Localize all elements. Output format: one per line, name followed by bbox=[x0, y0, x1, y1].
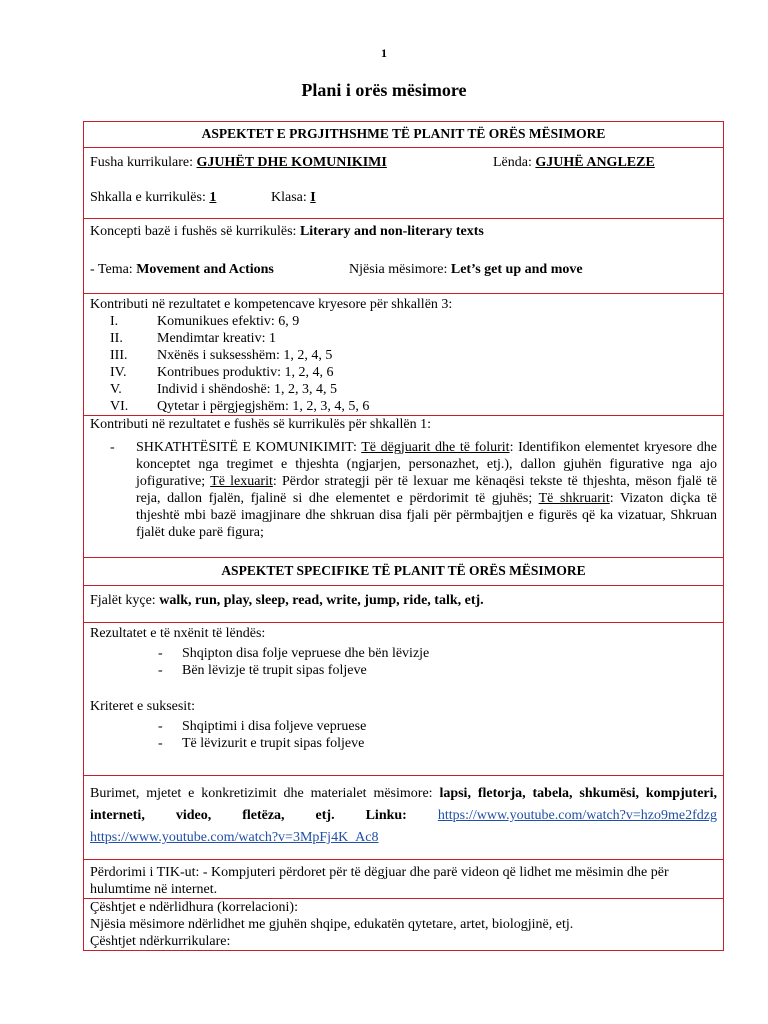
koncepti-label: Koncepti bazë i fushës së kurrikulës: bbox=[90, 224, 297, 239]
keywords-label: Fjalët kyçe: bbox=[90, 593, 160, 608]
outcomes-row bbox=[84, 623, 724, 776]
concept-cell bbox=[84, 219, 724, 294]
fusha-label: Fusha kurrikulare: bbox=[90, 155, 194, 170]
shkalla-value: 1 bbox=[209, 190, 217, 205]
page-title: Plani i orës mësimore bbox=[301, 80, 467, 100]
tema-value: Movement and Actions bbox=[136, 262, 274, 277]
koncepti-value: Literary and non-literary texts bbox=[299, 224, 484, 239]
competences-heading: Kontributi në rezultatet e kompetencave kryesore për shkallën 3: bbox=[90, 297, 453, 312]
specific-header: ASPEKTET SPECIFIKE TË PLANIT TË ORËS MËSIMORE bbox=[84, 558, 724, 586]
roman-2: II. bbox=[110, 331, 123, 346]
skills-text-1: : Identifikon elementet kryesore dhe konceptet nga tregimet e thjeshta (ngjarjen, personazhet, etj.), dallon gjuhën figurative nga ajo jofigurative; bbox=[136, 440, 717, 489]
competence-item: Kontribues produktiv: 1, 2, 4, 6 bbox=[157, 365, 334, 380]
writing: Të shkruarit bbox=[538, 491, 610, 506]
outcome-text: Shqipton disa folje vepruese dhe bën lëvizje bbox=[182, 646, 430, 661]
roman-1: I. bbox=[110, 314, 119, 329]
lenda-value: GJUHË ANGLEZE bbox=[535, 155, 655, 170]
roman-4: IV. bbox=[110, 365, 127, 380]
general-header-row bbox=[84, 122, 724, 148]
competence-item: Qytetar i përgjegjshëm: 1, 2, 3, 4, 5, 6 bbox=[157, 399, 370, 414]
skills-text-2: : Përdor strategji për të lexuar me kënaqësi tekste të thjeshta, mëson fjalë të reja, dallon fjalën, fjalinë si dhe elementet e përdorimit të gjuhës; bbox=[136, 474, 717, 506]
skills-text-3: : Vizaton diçka të thjeshtë mbi bazë imagjinare dhe shkruan disa fjali për përmbajtjen e figurës që ka vizatuar, Shkruan fjalët duke parë figura; bbox=[136, 491, 718, 540]
resources-label: Burimet, mjetet e konkretizimit dhe materialet mësimore: bbox=[90, 786, 440, 801]
outcomes-cell bbox=[84, 623, 724, 776]
outcome-text: Bën lëvizje të trupit sipas foljeve bbox=[182, 663, 367, 678]
keywords-cell bbox=[84, 586, 724, 623]
tik-row bbox=[84, 860, 724, 899]
competence-item: Mendimtar kreativ: 1 bbox=[157, 331, 276, 346]
curriculum-cell bbox=[84, 148, 724, 219]
criteria-text: Shqiptimi i disa foljeve vepruese bbox=[182, 719, 367, 734]
resources-bold-2: kompjuteri, interneti, video, fletëza, etj. Linku: bbox=[90, 786, 718, 823]
correlation-heading: Çështjet e ndërlidhura (korrelacioni): bbox=[90, 900, 298, 915]
correlation-text: Njësia mësimore ndërlidhet me gjuhën shqipe, edukatën qytetare, artet, biologjinë, etj. bbox=[90, 917, 574, 932]
njesia-value: Let’s get up and move bbox=[450, 262, 583, 277]
reading: Të lexuarit bbox=[210, 474, 273, 489]
list-item: - Shqiptimi i disa foljeve vepruese bbox=[158, 719, 367, 734]
page-number: 1 bbox=[381, 46, 387, 60]
communication-skills-text bbox=[136, 439, 717, 541]
competence-item: Komunikues efektiv: 6, 9 bbox=[157, 314, 300, 329]
outcomes-heading: Rezultatet e të nxënit të lëndës: bbox=[90, 626, 266, 641]
specific-header-row bbox=[84, 558, 724, 586]
competences-row bbox=[84, 294, 724, 416]
list-item: - Bën lëvizje të trupit sipas foljeve bbox=[158, 663, 367, 678]
resources-bold-1: lapsi, fletorja, tabela, shkumësi, bbox=[439, 786, 639, 801]
field-contribution-heading: Kontributi në rezultatet e fushës së kurrikulës për shkallën 1: bbox=[90, 417, 431, 432]
competences-cell bbox=[84, 294, 724, 416]
list-item: - Shqipton disa folje vepruese dhe bën lëvizje bbox=[158, 646, 430, 661]
keywords-value: walk, run, play, sleep, read, write, jump, ride, talk, etj. bbox=[159, 593, 484, 608]
youtube-link-1[interactable]: https://www.youtube.com/watch?v=hzo9me2fdzg bbox=[437, 808, 717, 823]
klasa-label: Klasa: bbox=[271, 190, 307, 205]
lesson-plan-table bbox=[83, 121, 724, 951]
correlation-cell bbox=[84, 899, 724, 951]
field-contribution-row bbox=[84, 416, 724, 558]
correlation-row bbox=[84, 899, 724, 951]
competence-item: Nxënës i suksesshëm: 1, 2, 4, 5 bbox=[157, 348, 333, 363]
criteria-text: Të lëvizurit e trupit sipas foljeve bbox=[182, 736, 365, 751]
shkalla-label: Shkalla e kurrikulës: bbox=[90, 190, 206, 205]
youtube-link-2[interactable]: https://www.youtube.com/watch?v=3MpFj4K_Ac8 bbox=[90, 830, 379, 845]
criteria-heading: Kriteret e suksesit: bbox=[90, 699, 195, 714]
dash-marker: - bbox=[110, 440, 115, 455]
roman-3: III. bbox=[110, 348, 128, 363]
keywords-row bbox=[84, 586, 724, 623]
concept-row bbox=[84, 219, 724, 294]
lenda-label: Lënda: bbox=[493, 155, 532, 170]
tik-cell: Përdorimi i TIK-ut: - Kompjuteri përdoret për të dëgjuar dhe parë videon që lidhet me mësimin dhe për hulumtime në internet. bbox=[84, 860, 724, 899]
general-header: ASPEKTET E PRGJITHSHME TË PLANIT TË ORËS MËSIMORE bbox=[84, 122, 724, 148]
resources-cell bbox=[84, 776, 724, 860]
skills-intro: SHKATHTËSITË E KOMUNIKIMIT: bbox=[136, 440, 362, 455]
fusha-value: GJUHËT DHE KOMUNIKIMI bbox=[196, 155, 387, 170]
listening-speaking: Të dëgjuarit dhe të folurit bbox=[361, 440, 510, 455]
list-item: - Të lëvizurit e trupit sipas foljeve bbox=[158, 736, 365, 751]
resources-row bbox=[84, 776, 724, 860]
njesia-label: Njësia mësimore: bbox=[349, 262, 448, 277]
competence-item: Individ i shëndoshë: 1, 2, 3, 4, 5 bbox=[157, 382, 338, 397]
cross-curricular-heading: Çështjet ndërkurrikulare: bbox=[90, 934, 231, 949]
roman-5: V. bbox=[110, 382, 122, 397]
klasa-value: I bbox=[310, 190, 316, 205]
field-contribution-cell bbox=[84, 416, 724, 558]
tema-label: - Tema: bbox=[90, 262, 133, 277]
curriculum-row bbox=[84, 148, 724, 219]
roman-6: VI. bbox=[110, 399, 129, 414]
